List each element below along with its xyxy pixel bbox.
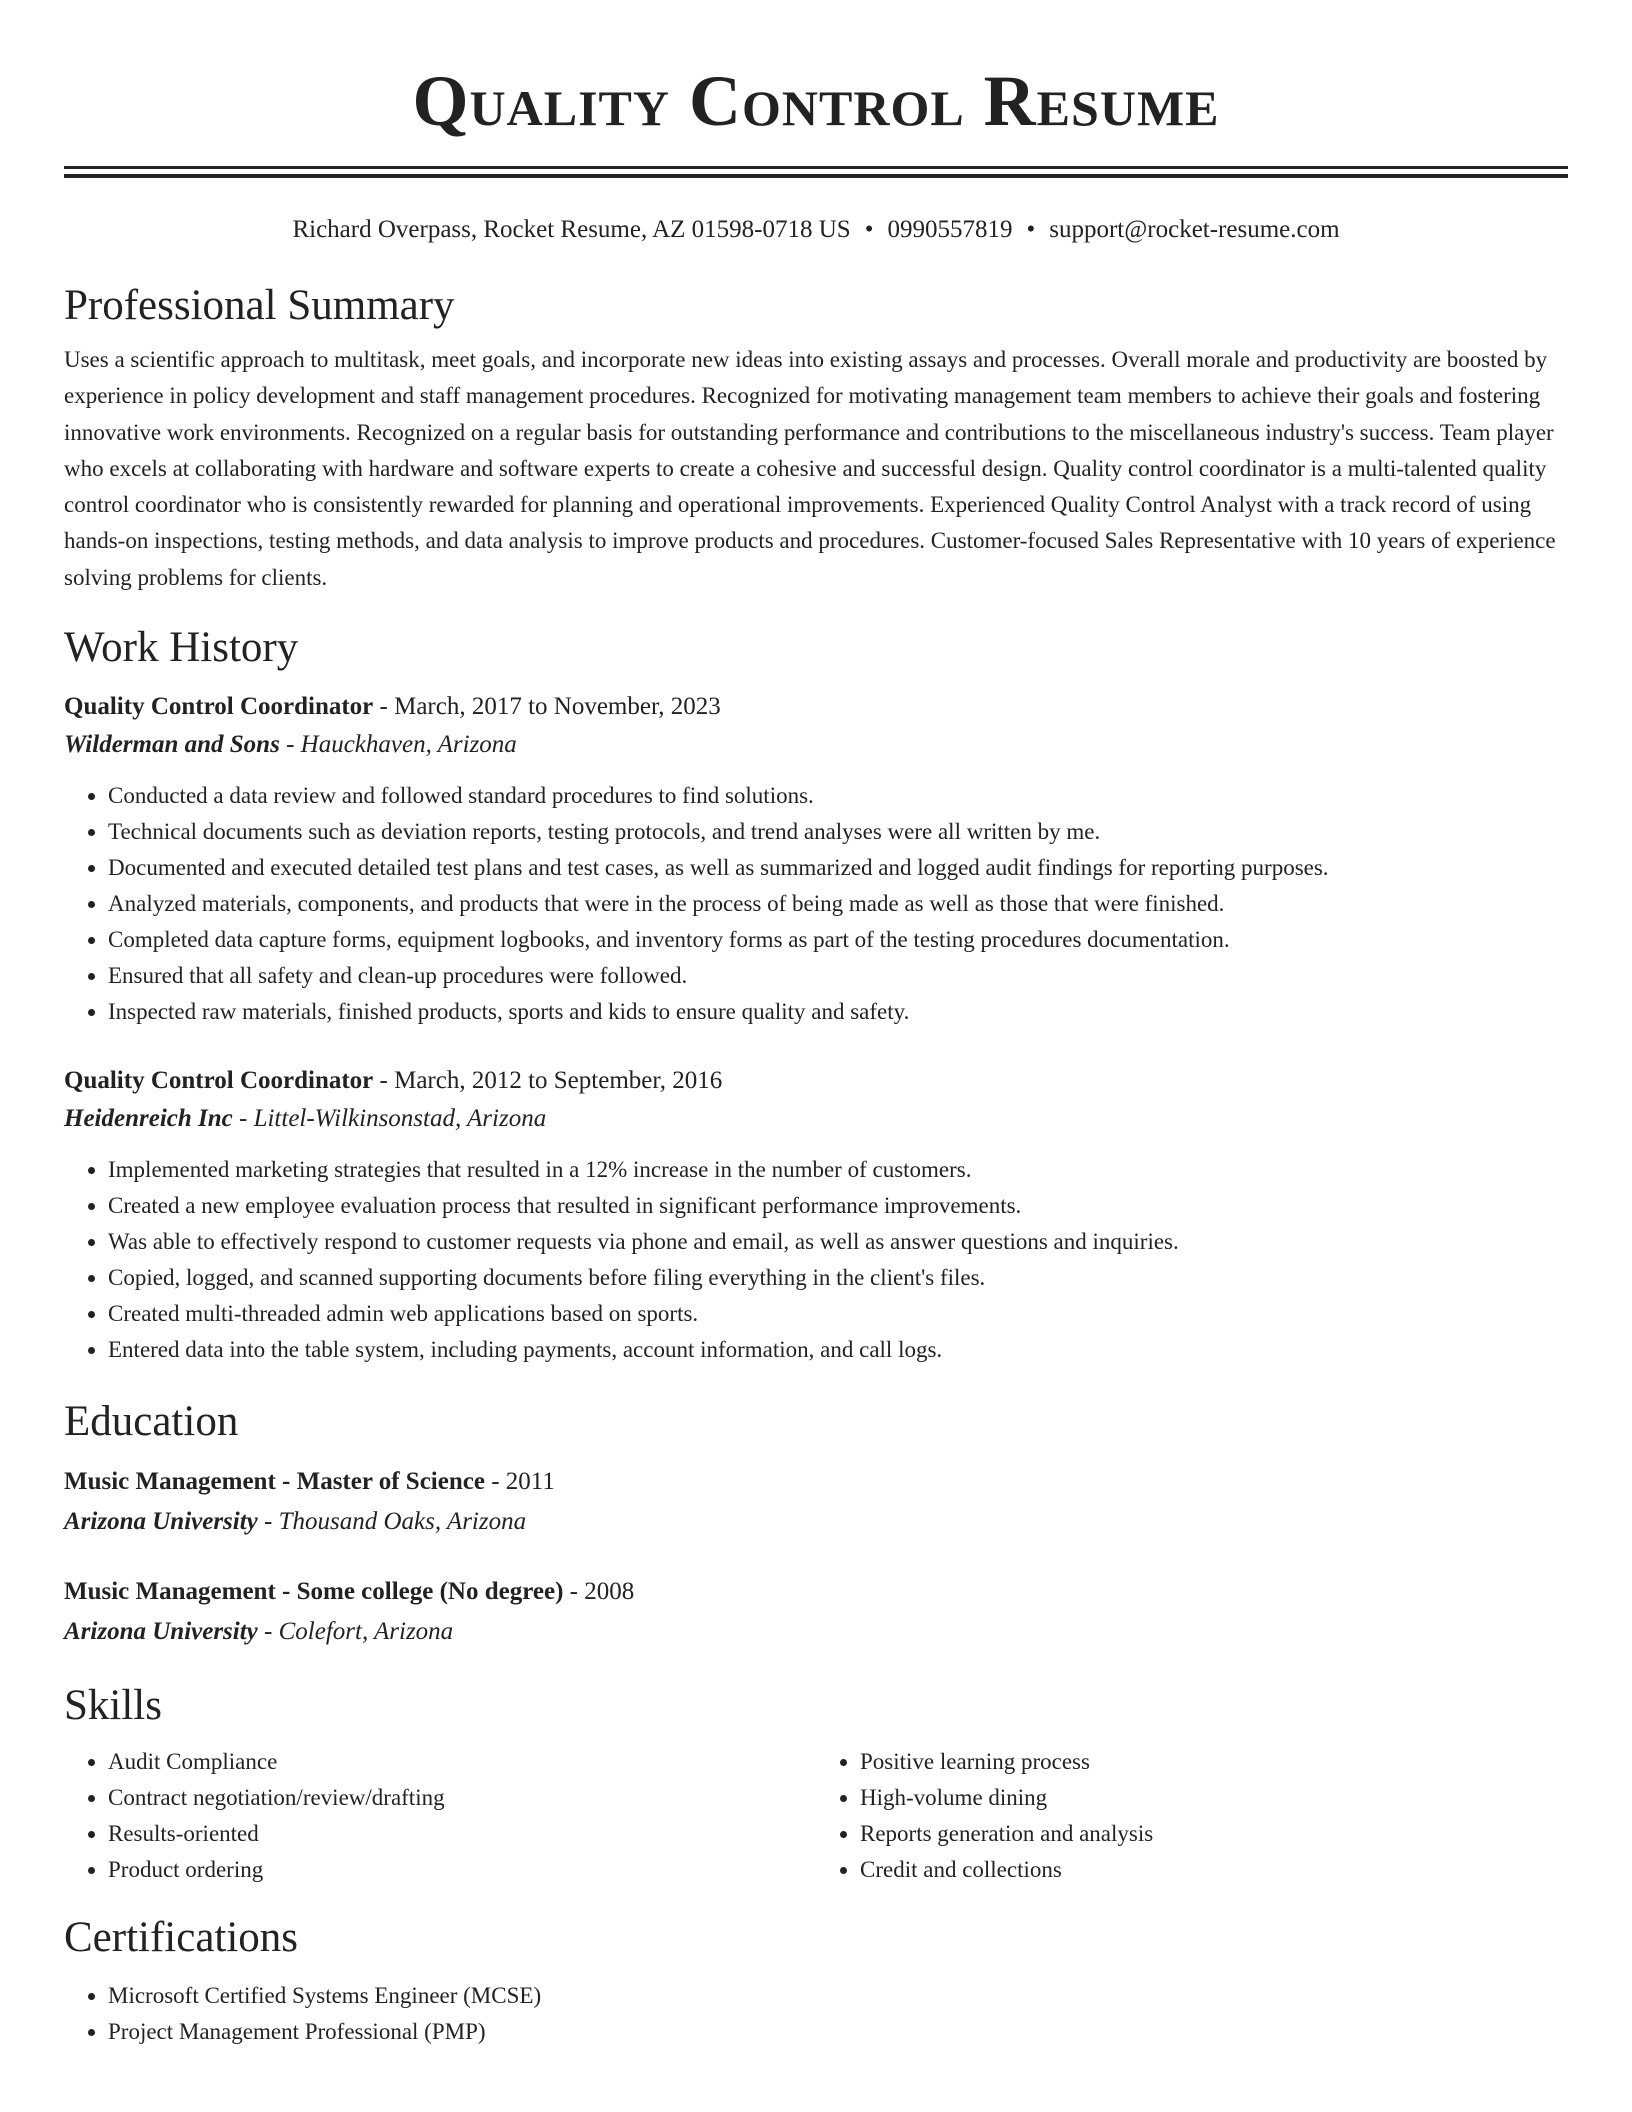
education-entry: [64, 1462, 1568, 1542]
employer-location: - Hauckhaven, Arizona: [279, 731, 517, 759]
list-item: • Contract negotiation/review/drafting: [108, 1780, 816, 1816]
list-item: • Ensured that all safety and clean-up procedures were followed.: [108, 958, 1568, 994]
school-location: - Colefort, Arizona: [257, 1618, 454, 1646]
list-item: • Inspected raw materials, finished products, sports and kids to ensure quality and safety.: [108, 994, 1568, 1030]
job-entry: [64, 688, 1568, 1030]
contact-phone: 0990557819: [887, 216, 1013, 243]
list-item: • Created multi-threaded admin web applications based on sports.: [108, 1296, 1568, 1332]
certifications-heading: Certifications: [64, 1914, 299, 1962]
contact-address: Richard Overpass, Rocket Resume, AZ 01598-0718 US: [292, 216, 851, 243]
summary-section: [64, 280, 1568, 596]
list-item: • Copied, logged, and scanned supporting documents before filing everything in the client's files.: [108, 1260, 1568, 1296]
list-item: • Microsoft Certified Systems Engineer (MCSE): [108, 1978, 1568, 2014]
list-item: • High-volume dining: [860, 1780, 1568, 1816]
degree-line: [64, 1462, 1568, 1502]
school-name: Arizona University: [64, 1618, 258, 1646]
page-title: Quality Control Resume: [412, 61, 1220, 141]
degree-line: [64, 1572, 1568, 1612]
work-history-section: [64, 622, 1568, 1368]
job-title-line: [64, 1062, 1568, 1100]
school-line: [64, 1612, 1568, 1652]
skills-list-right: [816, 1744, 1568, 1888]
list-item: • Analyzed materials, components, and products that were in the process of being made as well as those that were finished.: [108, 886, 1568, 922]
job-title: Quality Control Coordinator: [64, 693, 374, 721]
job-dates: - March, 2017 to November, 2023: [373, 693, 721, 721]
education-heading: Education: [64, 1398, 239, 1446]
education-section: [64, 1396, 1568, 1652]
contact-separator: •: [1026, 216, 1036, 243]
list-item: • Was able to effectively respond to customer requests via phone and email, as well as answer questions and inquiries.: [108, 1224, 1568, 1260]
skills-section: [64, 1680, 1568, 1888]
list-item: • Documented and executed detailed test plans and test cases, as well as summarized and logged audit findings for reporting purposes.: [108, 850, 1568, 886]
summary-text: Uses a scientific approach to multitask, meet goals, and incorporate new ideas into existing assays and processes. Overall morale and productivity are boosted by experience in policy development and staff management procedures. Recognized for motivating management team members to achieve their goals and fostering innovative work environments. Recognized on a regular basis for outstanding performance and contributions to the miscellaneous industry's success. Team player who excels at collaborating with hardware and software experts to create a cohesive and successful design. Quality control coordinator is a multi-talented quality control coordinator who is consistently rewarded for planning and operational improvements. Experienced Quality Control Analyst with a track record of using hands-on inspections, testing methods, and data analysis to improve products and procedures. Customer-focused Sales Representative with 10 years of experience solving problems for clients.: [64, 347, 1556, 590]
job-bullets: [64, 1152, 1568, 1368]
school-name: Arizona University: [64, 1508, 258, 1536]
degree: Music Management - Master of Science: [64, 1468, 485, 1496]
degree: Music Management - Some college (No degree): [64, 1578, 564, 1606]
list-item: • Entered data into the table system, including payments, account information, and call logs.: [108, 1332, 1568, 1368]
employer-name: Wilderman and Sons: [64, 731, 280, 759]
list-item: • Technical documents such as deviation reports, testing protocols, and trend analyses were all written by me.: [108, 814, 1568, 850]
list-item: • Implemented marketing strategies that resulted in a 12% increase in the number of customers.: [108, 1152, 1568, 1188]
employer-name: Heidenreich Inc: [64, 1105, 233, 1133]
job-entry: [64, 1062, 1568, 1368]
contact-line: [64, 214, 1568, 246]
contact-separator: •: [864, 216, 874, 243]
list-item: • Project Management Professional (PMP): [108, 2014, 1568, 2050]
school-location: - Thousand Oaks, Arizona: [257, 1508, 527, 1536]
work-history-heading: Work History: [64, 624, 299, 672]
job-title: Quality Control Coordinator: [64, 1067, 374, 1095]
list-item: • Results-oriented: [108, 1816, 816, 1852]
list-item: • Reports generation and analysis: [860, 1816, 1568, 1852]
job-title-line: [64, 688, 1568, 726]
degree-year: - 2008: [563, 1578, 635, 1606]
list-item: • Product ordering: [108, 1852, 816, 1888]
list-item: • Positive learning process: [860, 1744, 1568, 1780]
job-dates: - March, 2012 to September, 2016: [373, 1067, 723, 1095]
skills-list-left: [64, 1744, 816, 1888]
contact-email: support@rocket-resume.com: [1049, 216, 1340, 243]
skills-heading: Skills: [64, 1682, 162, 1730]
certifications-list: [64, 1978, 1568, 2050]
certifications-section: [64, 1912, 1568, 2050]
employer-location: - Littel-Wilkinsonstad, Arizona: [232, 1105, 547, 1133]
list-item: • Completed data capture forms, equipment logbooks, and inventory forms as part of the testing procedures documentation.: [108, 922, 1568, 958]
degree-year: - 2011: [484, 1468, 555, 1496]
list-item: • Conducted a data review and followed standard procedures to find solutions.: [108, 778, 1568, 814]
job-bullets: [64, 778, 1568, 1030]
skills-columns: [64, 1744, 1568, 1888]
school-line: [64, 1502, 1568, 1542]
list-item: • Created a new employee evaluation process that resulted in significant performance improvements.: [108, 1188, 1568, 1224]
education-entry: [64, 1572, 1568, 1652]
list-item: • Credit and collections: [860, 1852, 1568, 1888]
employer-line: [64, 1100, 1568, 1138]
list-item: • Audit Compliance: [108, 1744, 816, 1780]
employer-line: [64, 726, 1568, 764]
summary-heading: Professional Summary: [64, 282, 455, 329]
title-divider: [64, 166, 1568, 178]
